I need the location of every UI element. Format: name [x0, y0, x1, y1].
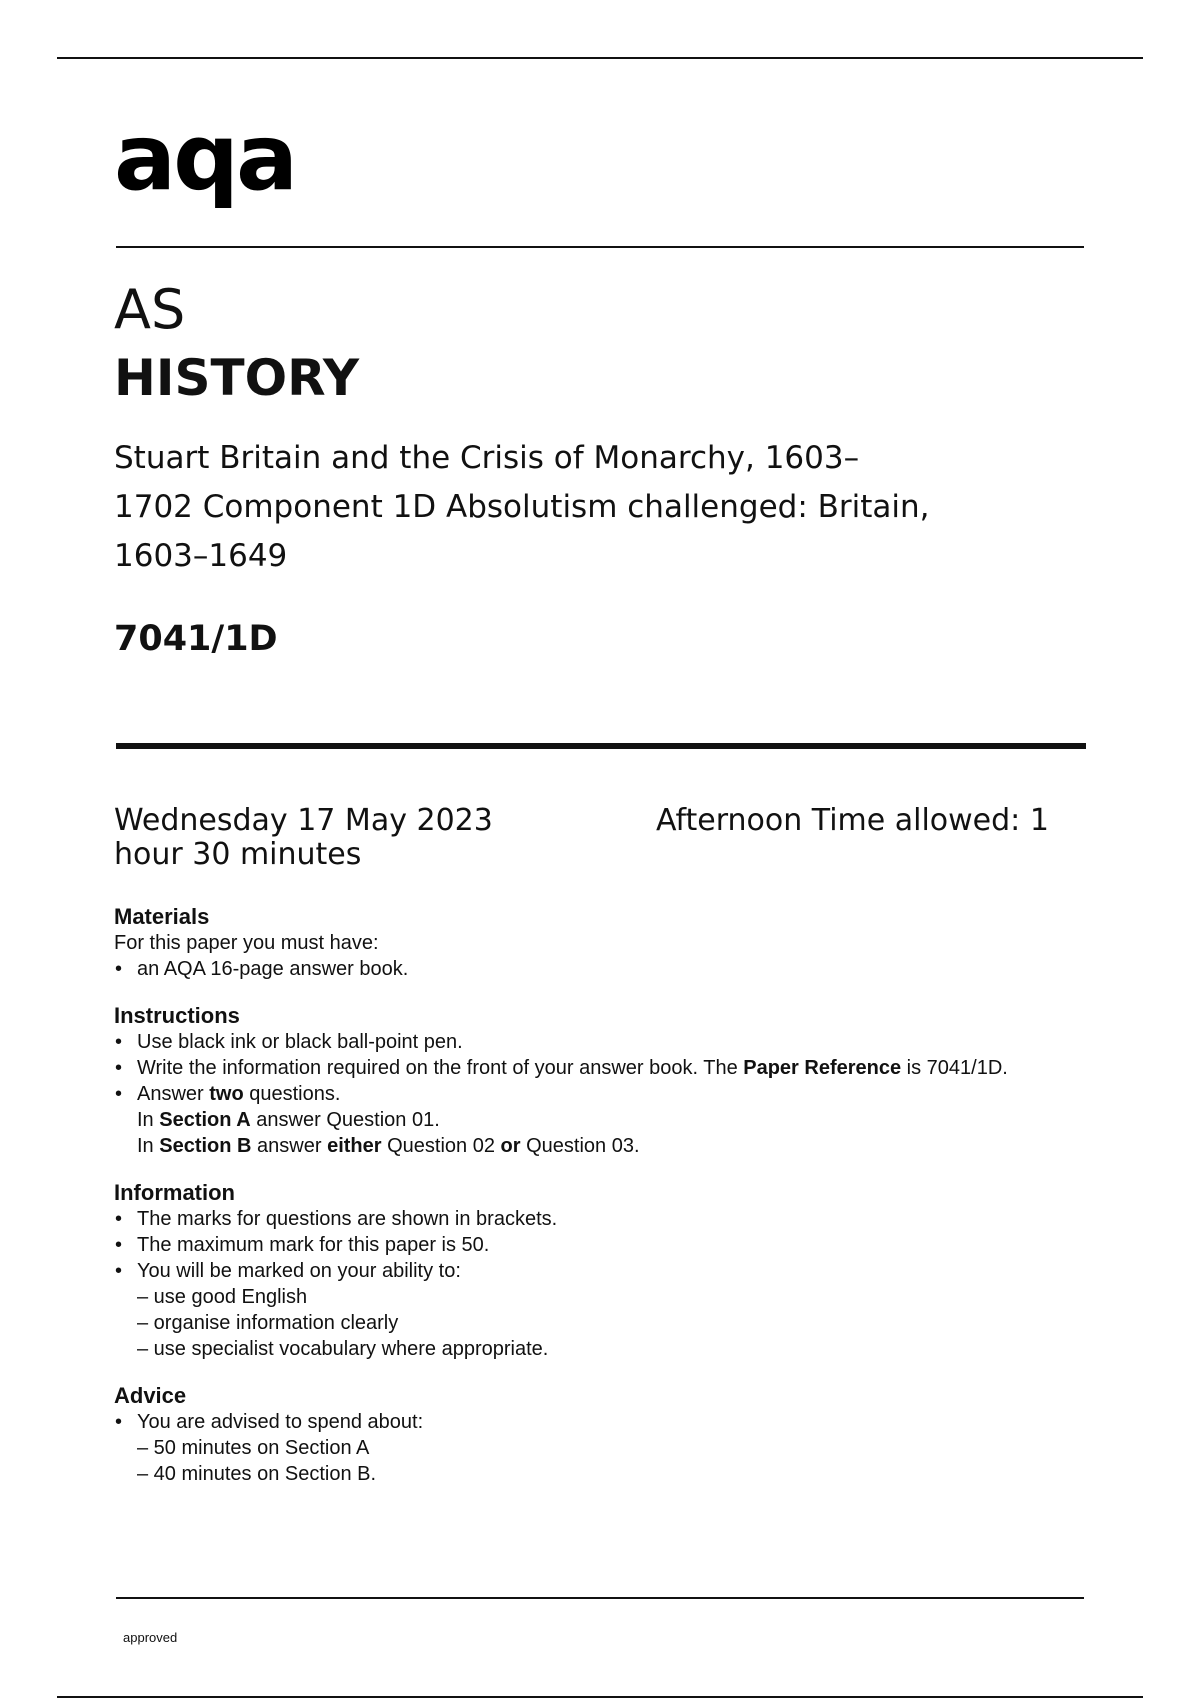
header-divider: [116, 246, 1084, 248]
information-heading: Information: [114, 1180, 235, 1205]
list-item: • The maximum mark for this paper is 50.: [114, 1232, 1074, 1258]
list-item: • The marks for questions are shown in brackets.: [114, 1206, 1074, 1232]
materials-section: [114, 903, 1074, 982]
sub-item: – 50 minutes on Section A: [137, 1437, 370, 1459]
sub-item: – organise information clearly: [137, 1312, 399, 1334]
advice-heading: Advice: [114, 1383, 187, 1408]
materials-list: [114, 956, 1074, 982]
instructions-list: [114, 1029, 1074, 1159]
top-rule: [57, 57, 1143, 59]
answer-count-line: • Answer two questions.: [137, 1083, 341, 1105]
instructions-section: [114, 1002, 1074, 1159]
subject-title: HISTORY: [114, 349, 360, 407]
list-item: [114, 1081, 1074, 1159]
sub-item: – use good English: [137, 1286, 308, 1308]
sub-item: – 40 minutes on Section B.: [137, 1463, 377, 1485]
thick-divider: [116, 743, 1086, 749]
materials-heading: Materials: [114, 904, 210, 929]
advice-list: [114, 1409, 1074, 1487]
section-b-line: In Section B answer either Question 02 or Question 03.: [137, 1135, 640, 1157]
information-list: [114, 1206, 1074, 1362]
qualification-level: AS: [114, 278, 186, 341]
rubric: [114, 903, 1074, 1507]
aqa-logo: aqa: [114, 104, 296, 211]
paper-code: 7041/1D: [114, 619, 278, 659]
information-section: [114, 1179, 1074, 1362]
footer-divider: [116, 1597, 1084, 1599]
list-item: • You are advised to spend about: – 50 minutes on Section A – 40 minutes on Section B.: [114, 1409, 1074, 1487]
list-item: • Use black ink or black ball-point pen.: [114, 1029, 1074, 1055]
sub-item: – use specialist vocabulary where appropriate.: [137, 1338, 549, 1360]
advice-section: [114, 1382, 1074, 1487]
paper-title: Stuart Britain and the Crisis of Monarchy, 1603–1702 Component 1D Absolutism challenged: Britain, 1603–1649: [114, 440, 930, 574]
materials-intro: For this paper you must have:: [114, 932, 379, 954]
instructions-heading: Instructions: [114, 1003, 240, 1028]
approved-note: approved: [123, 1630, 178, 1645]
exam-timing: [114, 804, 1074, 872]
section-a-line: In Section A answer Question 01.: [137, 1109, 440, 1131]
list-item: • You will be marked on your ability to: – use good English – organise information clearly – use specialist vocabulary where appropriate.: [114, 1258, 1074, 1362]
list-item: • an AQA 16-page answer book.: [114, 956, 1074, 982]
exam-date: Wednesday 17 May 2023: [114, 803, 493, 838]
exam-session-time: Afternoon Time allowed: 1 hour 30 minutes: [114, 803, 1049, 872]
list-item: • Write the information required on the front of your answer book. The Paper Reference is 7041/1D.: [114, 1055, 1074, 1081]
bottom-rule: [57, 1696, 1143, 1698]
